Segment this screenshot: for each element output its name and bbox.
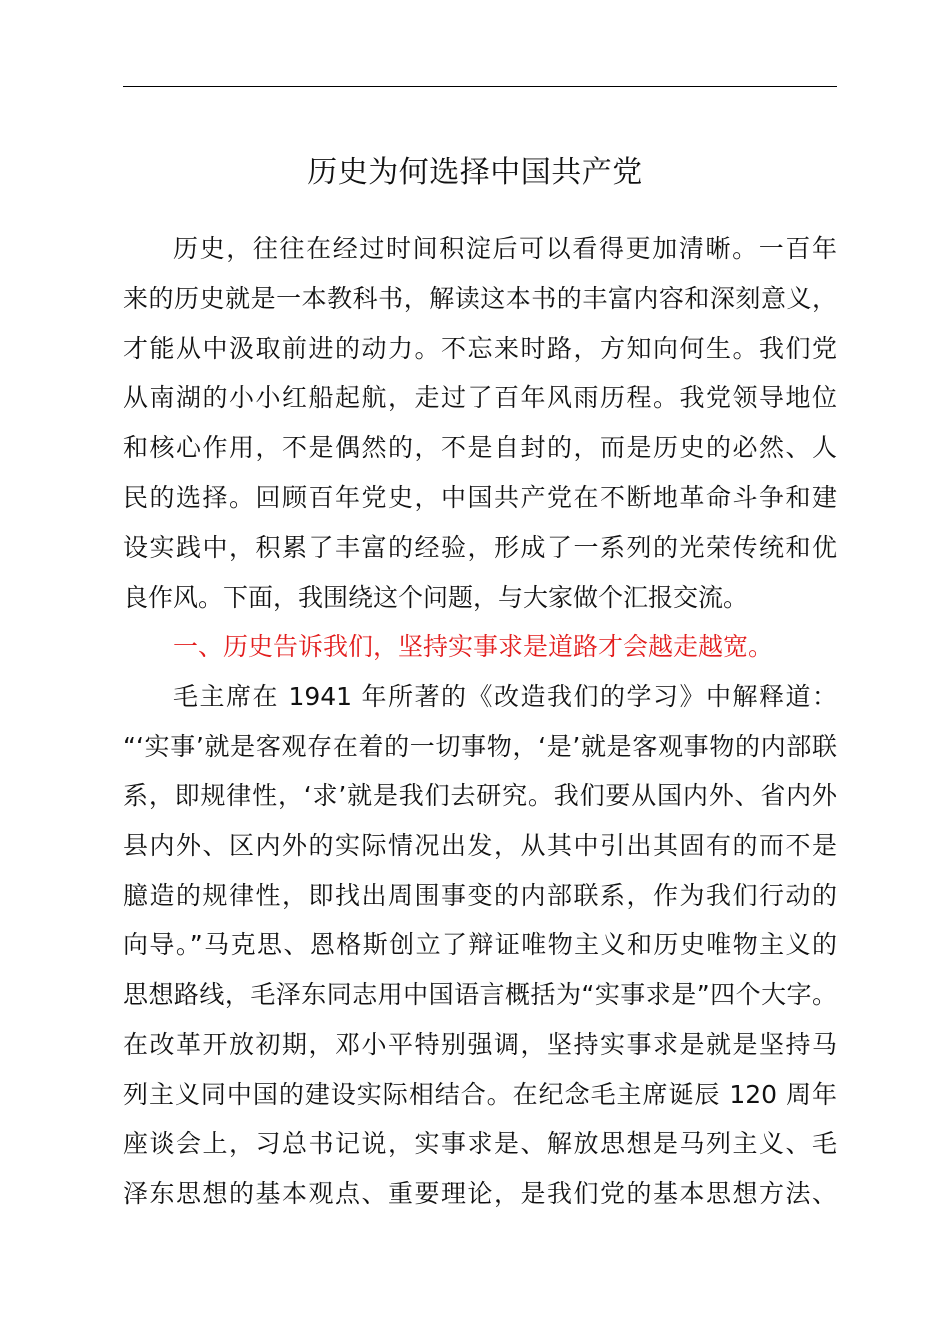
paragraph-2-line: 毛主席在 1941 年所著的《改造我们的学习》中解释道：	[173, 682, 837, 711]
paragraph-2-line: 臆造的规律性，即找出周围事变的内部联系，作为我们行动的	[123, 881, 837, 910]
paragraph-2-line: 县内外、区内外的实际情况出发，从其中引出其固有的而不是	[123, 831, 837, 860]
paragraph-2-line: 系，即规律性，‘求’就是我们去研究。我们要从国内外、省内外	[123, 781, 837, 810]
paragraph-2-line: 在改革开放初期，邓小平特别强调，坚持实事求是就是坚持马	[123, 1030, 837, 1059]
paragraph-1-line: 设实践中，积累了丰富的经验，形成了一系列的光荣传统和优	[123, 533, 837, 562]
document-title: 历史为何选择中国共产党	[307, 155, 643, 190]
paragraph-1-line: 良作风。下面，我围绕这个问题，与大家做个汇报交流。	[123, 583, 749, 612]
paragraph-1-line: 才能从中汲取前进的动力。不忘来时路，方知向何生。我们党	[123, 334, 837, 363]
paragraph-1-line: 来的历史就是一本教科书，解读这本书的丰富内容和深刻意义，	[123, 284, 837, 313]
paragraph-2-line: 泽东思想的基本观点、重要理论，是我们党的基本思想方法、	[123, 1179, 837, 1208]
paragraph-2-line: 向导。”马克思、恩格斯创立了辩证唯物主义和历史唯物主义的	[123, 930, 837, 959]
paragraph-1-line: 民的选择。回顾百年党史，中国共产党在不断地革命斗争和建	[123, 483, 837, 512]
paragraph-1-line: 和核心作用，不是偶然的，不是自封的，而是历史的必然、人	[123, 433, 837, 462]
paragraph-2-line: 列主义同中国的建设实际相结合。在纪念毛主席诞辰 120 周年	[123, 1080, 837, 1109]
paragraph-2-line: “‘实事’就是客观存在着的一切事物，‘是’就是客观事物的内部联	[123, 732, 837, 761]
paragraph-1-line: 从南湖的小小红船起航，走过了百年风雨历程。我党领导地位	[123, 383, 837, 412]
paragraph-1-line: 历史，往往在经过时间积淀后可以看得更加清晰。一百年	[173, 234, 837, 263]
header-rule	[123, 86, 837, 87]
paragraph-2-line: 思想路线，毛泽东同志用中国语言概括为“实事求是”四个大字。	[123, 980, 837, 1009]
section-1-heading: 一、历史告诉我们，坚持实事求是道路才会越走越宽。	[173, 632, 774, 661]
paragraph-2-line: 座谈会上，习总书记说，实事求是、解放思想是马列主义、毛	[123, 1129, 837, 1158]
